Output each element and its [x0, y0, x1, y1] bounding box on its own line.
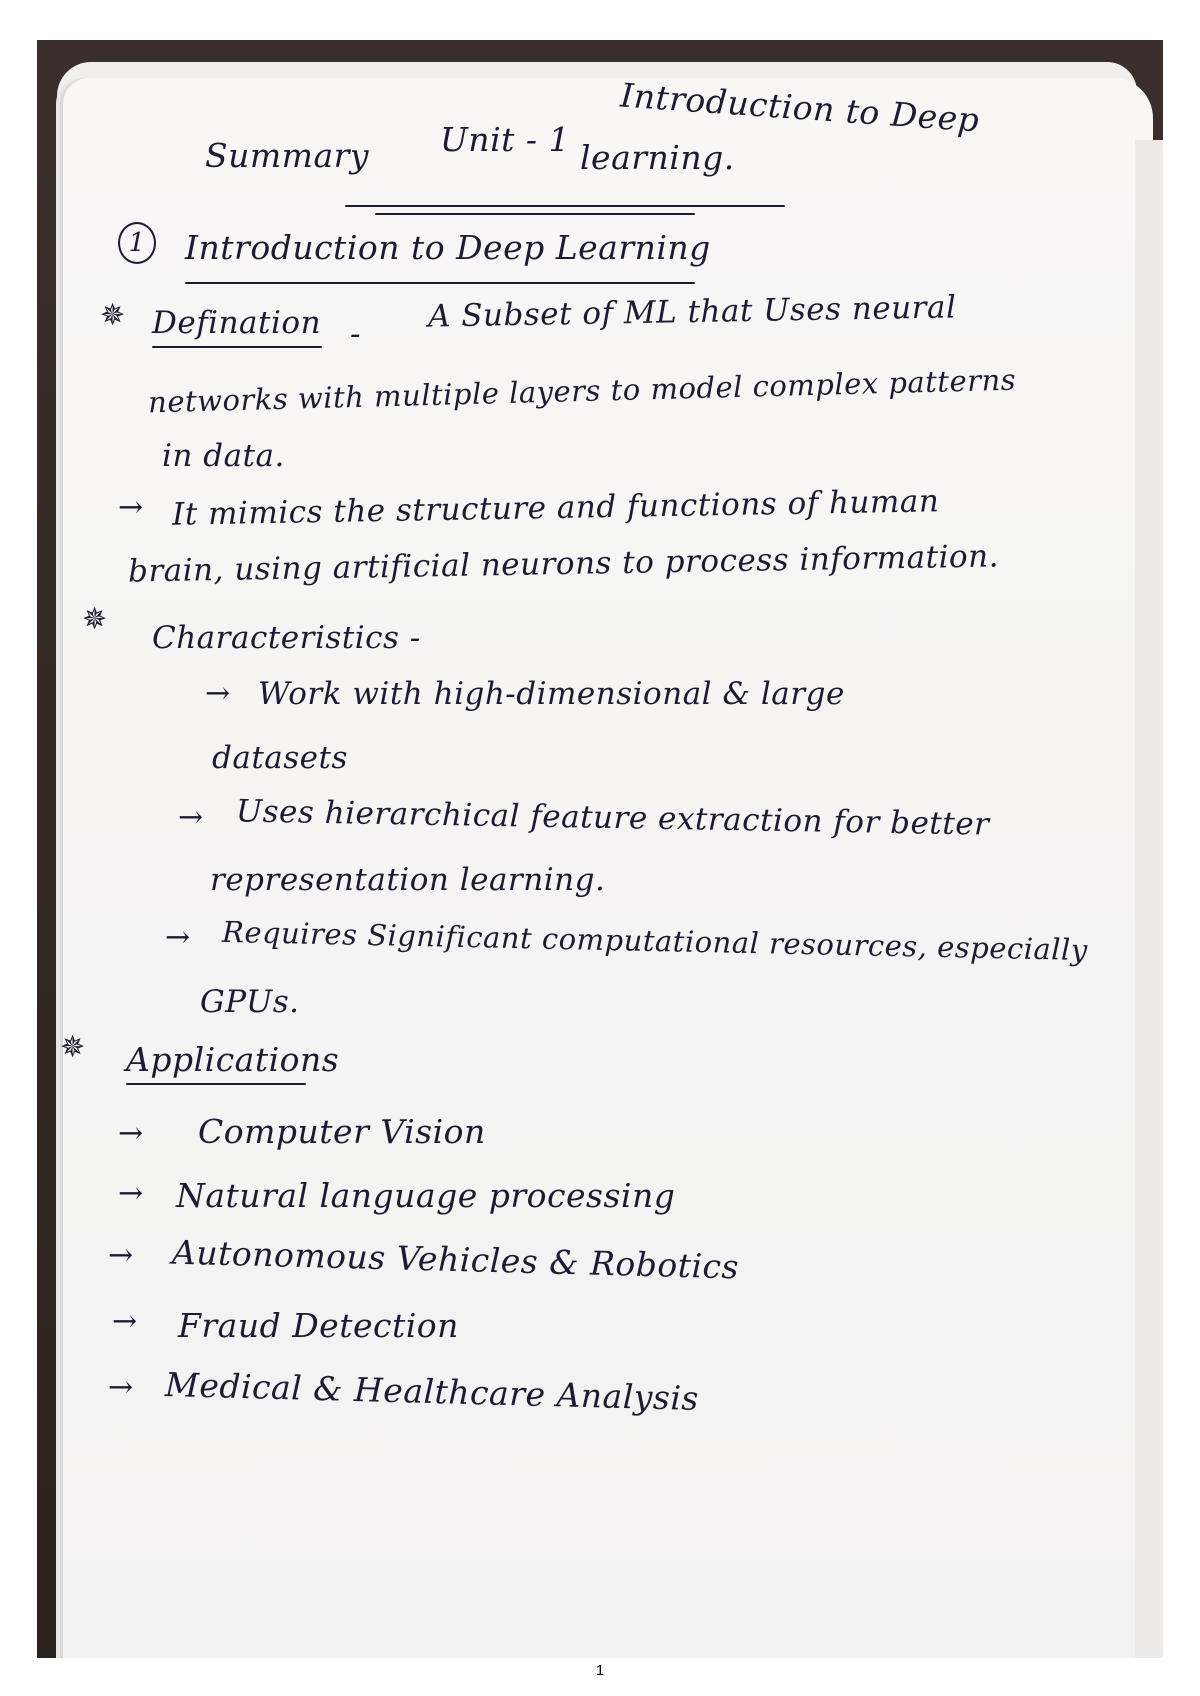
definition-note-line1: It mimics the structure and functions of human: [171, 483, 940, 533]
application-item-1: Computer Vision: [198, 1112, 486, 1151]
definition-dash: -: [350, 316, 361, 352]
characteristic-item-3-line1: Requires Significant computational resources, especially: [221, 914, 1089, 968]
definition-line1: A Subset of ML that Uses neural: [427, 289, 957, 335]
star-icon: ✵: [100, 298, 126, 333]
applications-label: Applications: [126, 1040, 340, 1079]
characteristic-item-2-line2: representation learning.: [210, 862, 606, 898]
star-icon: ✵: [60, 1030, 86, 1065]
section-number: 1: [118, 222, 156, 264]
star-icon: ✵: [82, 602, 108, 637]
arrow-icon: →: [108, 1370, 134, 1405]
arrow-icon: →: [205, 676, 231, 711]
definition-label: Defination: [152, 305, 322, 341]
definition-note-line2: brain, using artificial neurons to process information.: [127, 538, 1000, 590]
summary-label: Summary: [205, 136, 370, 175]
arrow-icon: →: [165, 920, 191, 955]
arrow-icon: →: [118, 490, 144, 525]
applications-underline: [126, 1083, 306, 1085]
title-underline-2: [375, 213, 695, 215]
application-item-2: Natural language processing: [176, 1176, 676, 1215]
section-underline: [185, 282, 695, 284]
title-underline: [345, 205, 785, 207]
unit-label: Unit - 1: [440, 120, 571, 159]
right-sheet: [1135, 140, 1163, 1658]
application-item-4: Fraud Detection: [178, 1306, 459, 1345]
characteristic-item-1-line2: datasets: [212, 740, 348, 776]
characteristics-label: Characteristics -: [152, 620, 421, 656]
characteristic-item-2-line1: Uses hierarchical feature extraction for better: [235, 793, 990, 843]
definition-line3: in data.: [162, 438, 285, 474]
arrow-icon: →: [118, 1116, 144, 1151]
characteristic-item-1-line1: Work with high-dimensional & large: [258, 676, 845, 712]
page-number: 1: [595, 1662, 605, 1679]
characteristic-item-3-line2: GPUs.: [200, 984, 300, 1020]
definition-line2: networks with multiple layers to model complex patterns: [147, 362, 1017, 420]
section-heading: Introduction to Deep Learning: [185, 228, 711, 267]
arrow-icon: →: [178, 800, 204, 835]
title-line1: Introduction to Deep: [619, 75, 981, 140]
application-item-3: Autonomous Vehicles & Robotics: [171, 1232, 740, 1287]
arrow-icon: →: [118, 1176, 144, 1211]
application-item-5: Medical & Healthcare Analysis: [164, 1365, 700, 1418]
arrow-icon: →: [112, 1304, 138, 1339]
title-line2: learning.: [580, 138, 735, 177]
arrow-icon: →: [108, 1238, 134, 1273]
definition-underline: [152, 346, 322, 348]
